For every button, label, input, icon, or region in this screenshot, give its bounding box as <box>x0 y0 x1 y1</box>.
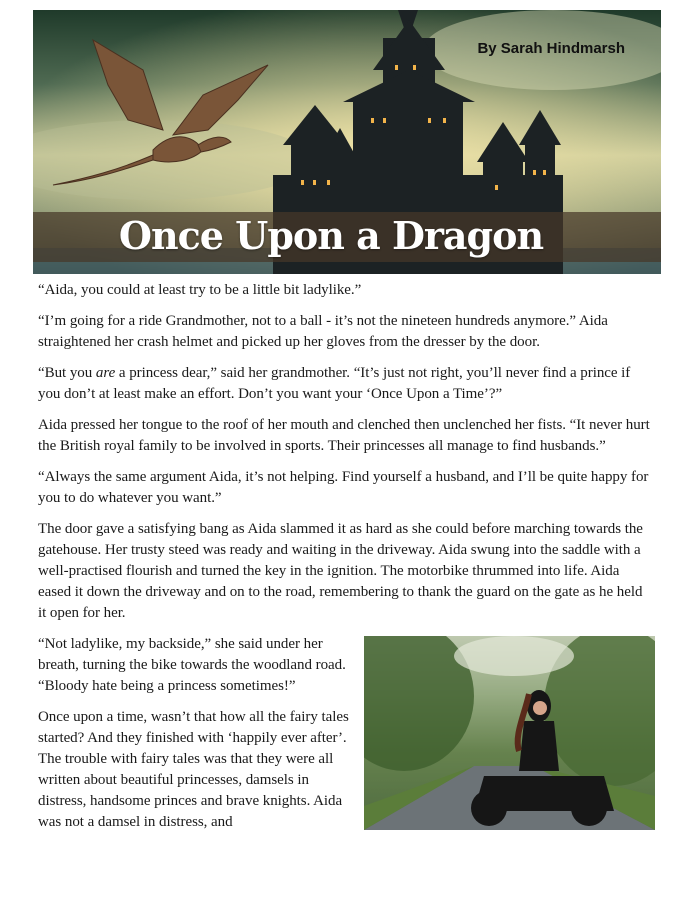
header-illustration <box>33 10 661 274</box>
paragraph: “I’m going for a ride Grandmother, not to a ball - it’s not the nineteen hundreds anymore.” Aida straightened her crash helmet and picked up her gloves from the dresser by the door. <box>38 313 608 350</box>
paragraph: “But you are a princess dear,” said her grandmother. “It’s just not right, you’ll never find a prince if you don’t at least make an effort. Don’t you want your ‘Once Upon a Time’?” <box>38 365 631 402</box>
story-body <box>38 280 650 843</box>
paragraph: Aida pressed her tongue to the roof of her mouth and clenched then unclenched her fists. “It never hurt the British royal family to be involved in sports. Their princesses all manage to find husbands.” <box>38 417 650 454</box>
paragraph: “Aida, you could at least try to be a little bit ladylike.” <box>38 282 362 298</box>
paragraph: The door gave a satisfying bang as Aida slammed it as hard as she could before marching towards the gatehouse. Her trusty steed was ready and waiting in the driveway. Aida swung into the saddle with a well-practised flourish and turned the key in the ignition. The motorbike thrummed into life. Aida eased it down the driveway and on to the road, remembering to thank the guard on the gate as he held it open for her. <box>38 521 643 621</box>
paragraph: Once upon a time, wasn’t that how all the fairy tales started? And they finished with ‘happily ever after’. The trouble with fairy tales was that they were all written about beautiful princesses, damsels in distress, handsome princes and brave knights. Aida was not a damsel in distress, and <box>38 709 349 830</box>
story-title: Once Upon a Dragon <box>118 213 544 258</box>
woodland-road-motorbike-image <box>364 636 655 830</box>
author-byline: By Sarah Hindmarsh <box>477 40 625 57</box>
paragraph: “Not ladylike, my backside,” she said under her breath, turning the bike towards the woodland road. “Bloody hate being a princess sometimes!” <box>38 636 346 694</box>
motorbike-photo <box>364 636 655 830</box>
emphasis: are <box>95 365 116 381</box>
paragraph: “Always the same argument Aida, it’s not helping. Find yourself a husband, and I’ll be quite happy for you to do whatever you want.” <box>38 469 649 506</box>
